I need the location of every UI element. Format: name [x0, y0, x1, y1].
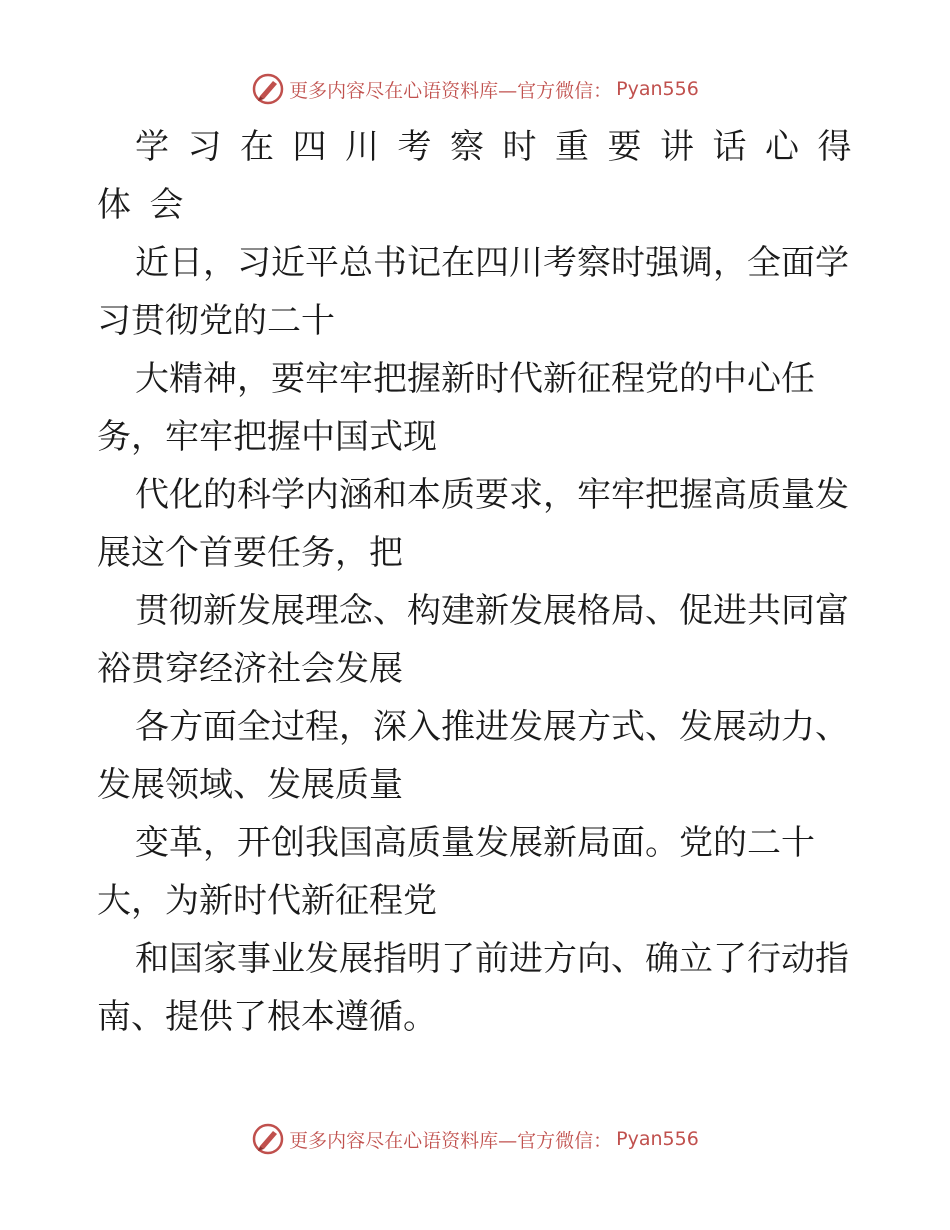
footer-banner — [0, 1122, 950, 1156]
paragraph-line: 大，为新时代新征程党 — [97, 881, 437, 921]
paragraph-line: 裕贯穿经济社会发展 — [97, 649, 403, 689]
pen-logo-icon — [251, 72, 285, 106]
paragraph-line: 近日，习近平总书记在四川考察时强调，全面学 — [135, 243, 849, 283]
paragraph-line: 变革，开创我国高质量发展新局面。党的二十 — [135, 823, 815, 863]
paragraph-line: 展这个首要任务，把 — [97, 533, 403, 573]
paragraph-line: 代化的科学内涵和本质要求，牢牢把握高质量发 — [135, 475, 849, 515]
pen-logo-icon — [251, 1122, 285, 1156]
paragraph-line: 和国家事业发展指明了前进方向、确立了行动指 — [135, 939, 849, 979]
document-body — [97, 118, 870, 1046]
header-banner-text: 更多内容尽在心语资料库—官方微信： — [289, 79, 613, 102]
paragraph-line: 贯彻新发展理念、构建新发展格局、促进共同富 — [135, 591, 849, 631]
paragraph-line: 务，牢牢把握中国式现 — [97, 417, 437, 457]
footer-banner-text: 更多内容尽在心语资料库—官方微信： — [289, 1129, 613, 1152]
paragraph-line: 各方面全过程，深入推进发展方式、发展动力、 — [135, 707, 849, 747]
paragraph-line: 南、提供了根本遵循。 — [97, 997, 437, 1037]
header-banner — [0, 72, 950, 106]
paragraph-line: 发展领域、发展质量 — [97, 765, 403, 805]
document-title-line-2: 体会 — [97, 185, 202, 225]
header-banner-id: Pyan556 — [616, 78, 699, 100]
paragraph-line: 习贯彻党的二十 — [97, 301, 335, 341]
document-title-line-1: 学习在四川考察时重要讲话心得 — [135, 127, 870, 167]
footer-banner-id: Pyan556 — [616, 1128, 699, 1150]
paragraph-line: 大精神，要牢牢把握新时代新征程党的中心任 — [135, 359, 815, 399]
